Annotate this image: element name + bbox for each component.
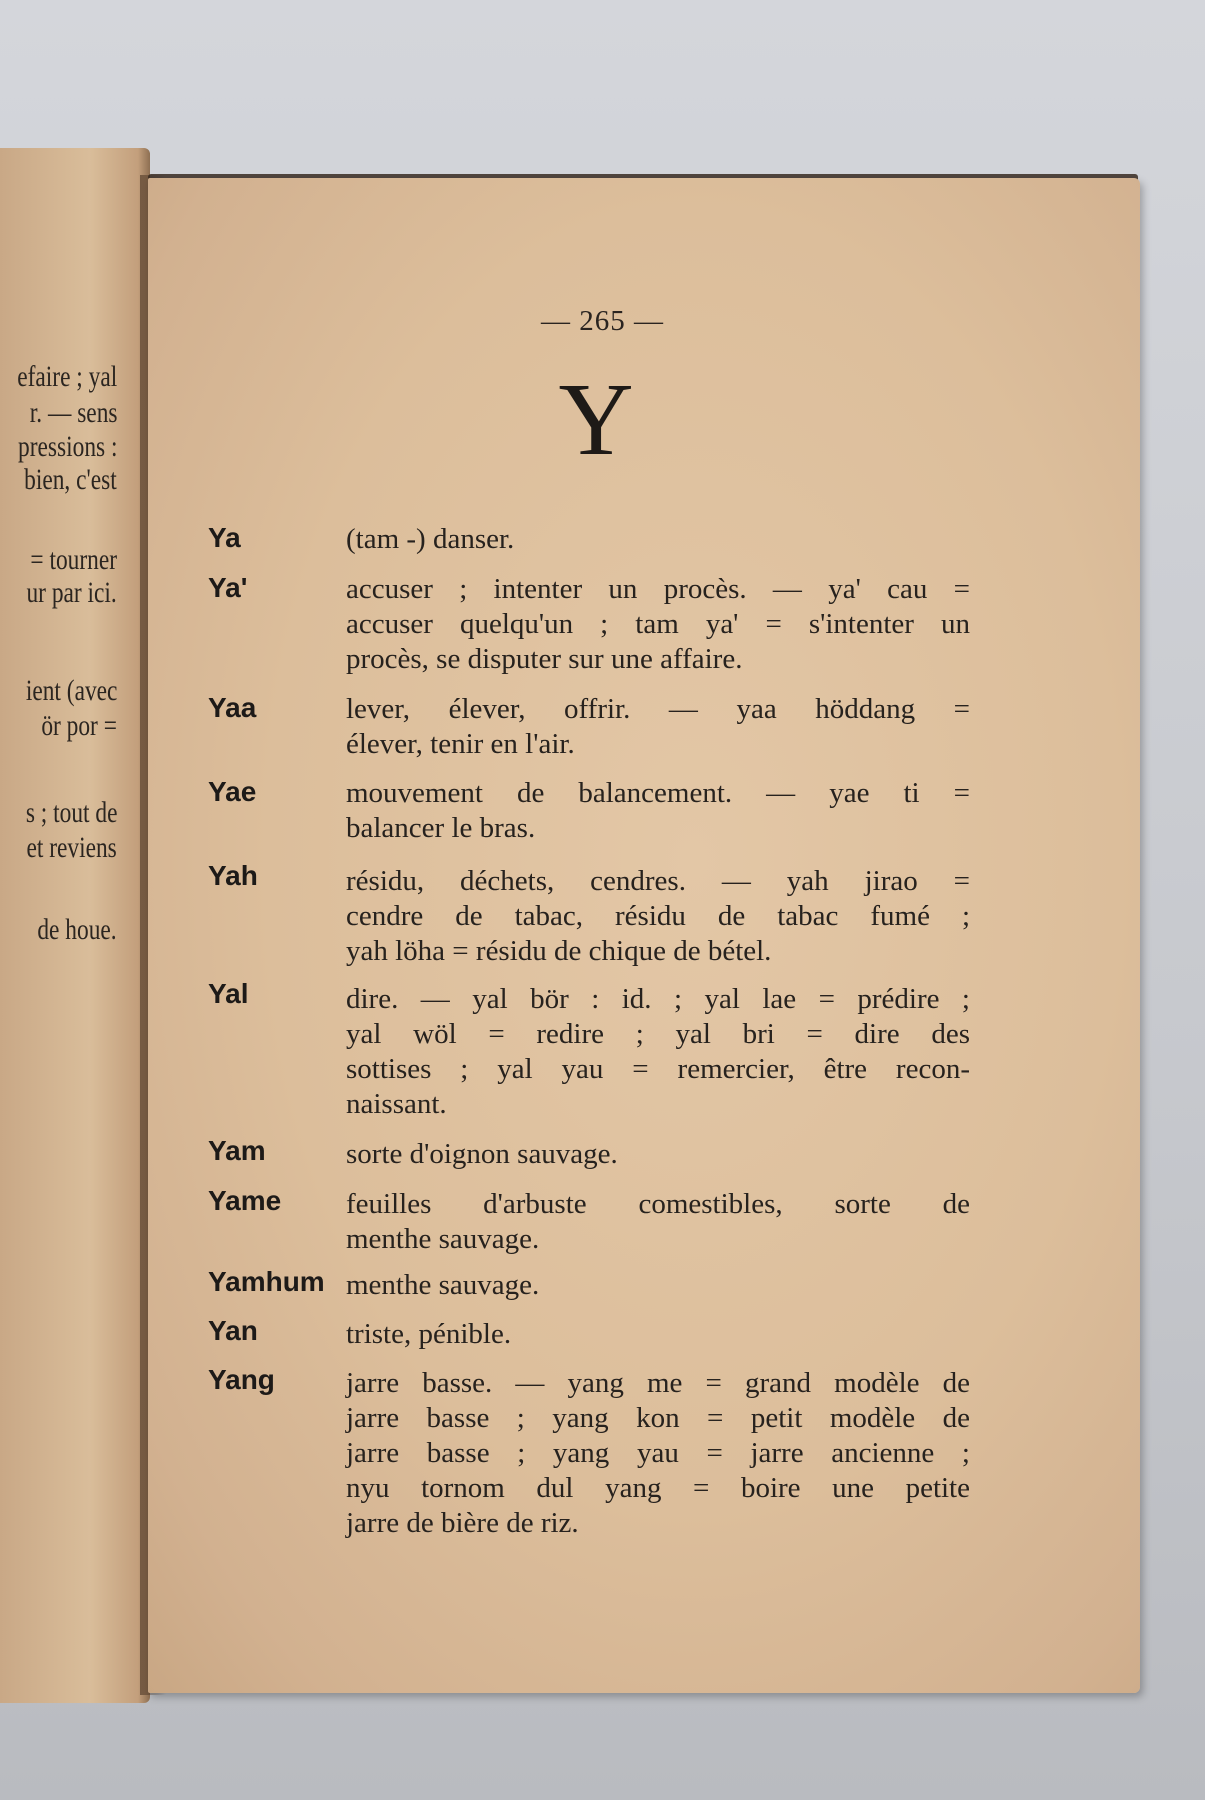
- definition-line: lever, élever, offrir. — yaa höddang =: [346, 693, 970, 725]
- headword: Ya: [208, 522, 241, 553]
- left-page-line: s ; tout de: [25, 796, 117, 829]
- headword: Yaa: [208, 692, 257, 723]
- definition: [346, 1366, 970, 1541]
- headword: Yamhum: [208, 1266, 325, 1297]
- left-page-line: efaire ; yal: [16, 360, 117, 393]
- definition: [346, 982, 970, 1122]
- definition-line: accuser ; intenter un procès. — ya' cau =: [346, 573, 970, 605]
- definition: [346, 572, 970, 677]
- definition-line: cendre de tabac, résidu de tabac fumé ;: [346, 900, 970, 932]
- left-page-line: = tourner: [30, 543, 117, 576]
- headword: Yam: [208, 1135, 266, 1166]
- definition: [346, 522, 970, 557]
- left-page-line: bien, c'est: [24, 463, 117, 496]
- left-page-line: r. — sens: [29, 396, 117, 429]
- left-page-line: ur par ici.: [26, 576, 117, 609]
- definition-line: résidu, déchets, cendres. — yah jirao =: [346, 865, 970, 897]
- definition: [346, 1137, 970, 1172]
- definition: [346, 1317, 970, 1352]
- definition-line: jarre basse ; yang yau = jarre ancienne ;: [346, 1437, 970, 1469]
- definition-line: dire. — yal bör : id. ; yal lae = prédire ;: [346, 983, 970, 1015]
- left-page-line: pressions :: [17, 430, 117, 463]
- definition-line: sorte d'oignon sauvage.: [346, 1138, 618, 1170]
- headword: Yae: [208, 776, 257, 807]
- definition-line: menthe sauvage.: [346, 1269, 540, 1301]
- definition-line: (tam -) danser.: [346, 523, 515, 555]
- definition-line: accuser quelqu'un ; tam ya' = s'intenter un: [346, 608, 970, 640]
- definition-line: jarre basse. — yang me = grand modèle de: [346, 1367, 970, 1399]
- definition-line: yal wöl = redire ; yal bri = dire des: [346, 1018, 970, 1050]
- definition-line: yah löha = résidu de chique de bétel.: [346, 935, 772, 967]
- definition-line: élever, tenir en l'air.: [346, 728, 575, 760]
- definition-line: nyu tornom dul yang = boire une petite: [346, 1472, 970, 1504]
- definition-line: naissant.: [346, 1088, 447, 1120]
- definition-line: menthe sauvage.: [346, 1223, 540, 1255]
- headword: Yang: [208, 1364, 275, 1395]
- definition: [346, 864, 970, 969]
- definition-line: jarre basse ; yang kon = petit modèle de: [346, 1402, 970, 1434]
- definition-line: jarre de bière de riz.: [346, 1507, 579, 1539]
- definition-line: mouvement de balancement. — yae ti =: [346, 777, 970, 809]
- left-page-line: et reviens: [26, 831, 117, 864]
- page-number: — 265 —: [541, 305, 664, 337]
- headword: Yal: [208, 978, 249, 1009]
- headword: Yame: [208, 1185, 282, 1216]
- definition-line: feuilles d'arbuste comestibles, sorte de: [346, 1188, 970, 1220]
- headword: Yan: [208, 1315, 258, 1346]
- definition: [346, 1268, 970, 1303]
- definition-line: sottises ; yal yau = remercier, être recon-: [346, 1053, 970, 1085]
- left-page-line: ient (avec: [25, 674, 117, 707]
- section-letter: Y: [558, 362, 634, 477]
- definition: [346, 1187, 970, 1257]
- definition-line: procès, se disputer sur une affaire.: [346, 643, 743, 675]
- definition-line: triste, pénible.: [346, 1318, 512, 1350]
- left-page-line: de houe.: [37, 913, 117, 946]
- definition: [346, 776, 970, 846]
- headword: Ya': [208, 572, 248, 603]
- definition: [346, 692, 970, 762]
- left-page-line: ör por =: [41, 709, 117, 742]
- headword: Yah: [208, 860, 258, 891]
- definition-line: balancer le bras.: [346, 812, 536, 844]
